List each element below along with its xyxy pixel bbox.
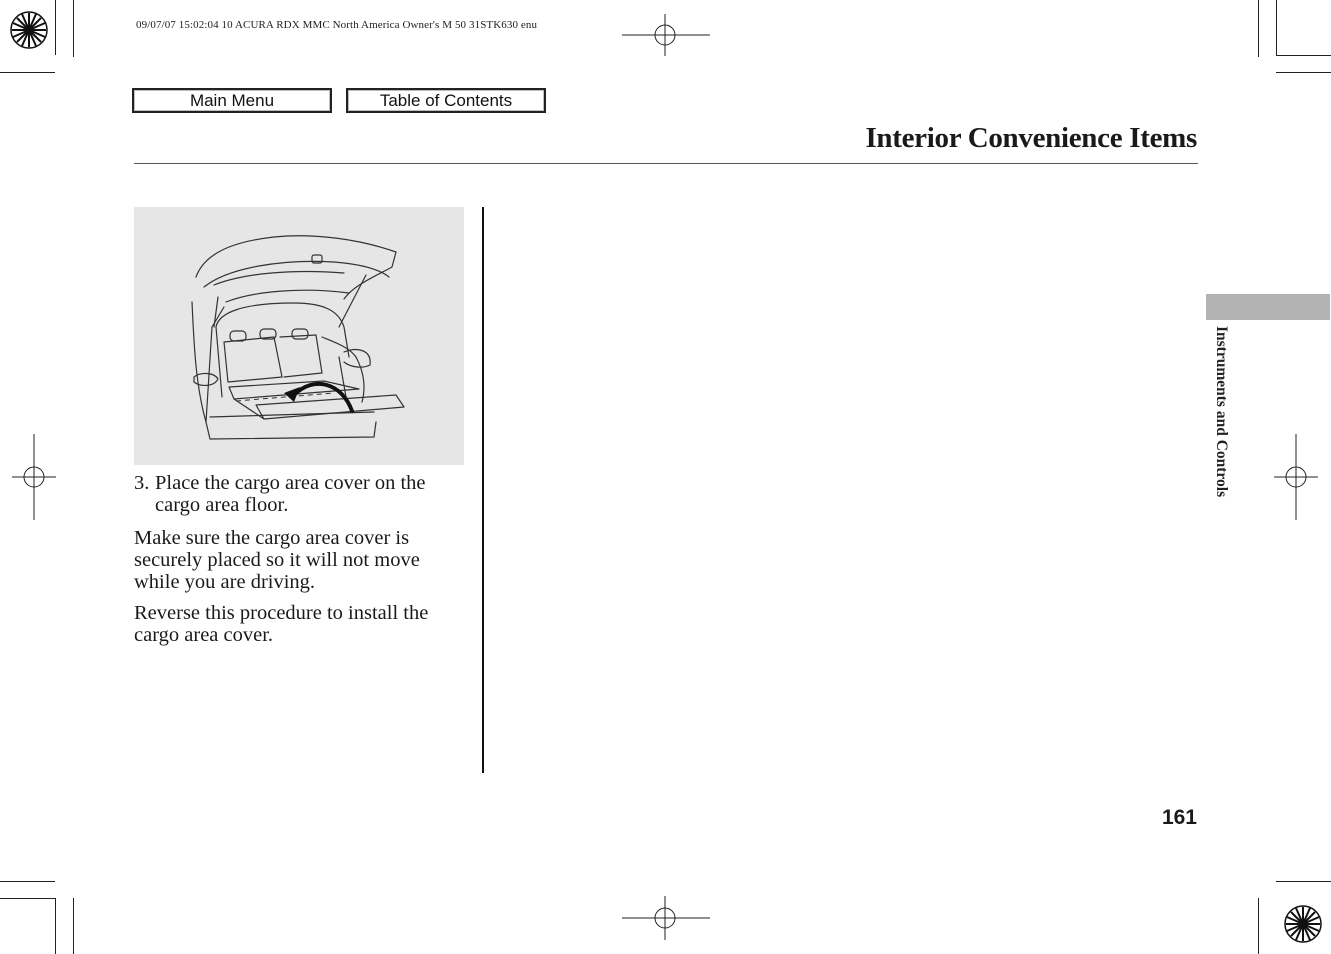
crosshair-icon: [622, 884, 710, 954]
paragraph-reverse-procedure: Reverse this procedure to install the cargo area cover.: [134, 602, 429, 646]
print-info: 09/07/07 15:02:04 10 ACURA RDX MMC North America Owner's M 50 31STK630 enu: [136, 19, 538, 31]
registration-target-icon: [1272, 894, 1331, 954]
main-menu-label: Main Menu: [134, 90, 330, 111]
page-number: 161: [1161, 806, 1197, 829]
step-text: Place the cargo area cover on the cargo area floor.: [155, 472, 426, 516]
registration-target-icon: [0, 0, 60, 60]
vehicle-cargo-icon: [134, 207, 464, 465]
crosshair-icon: [622, 0, 710, 70]
crosshair-icon: [1274, 434, 1318, 520]
table-of-contents-label: Table of Contents: [348, 90, 544, 111]
table-of-contents-button[interactable]: [346, 88, 546, 113]
cargo-area-illustration: [134, 207, 464, 465]
main-menu-button[interactable]: [132, 88, 332, 113]
paragraph-secure-cover: Make sure the cargo area cover is securely placed so it will not move while you are driving.: [134, 527, 420, 593]
crosshair-icon: [12, 434, 56, 520]
section-label: Instruments and Controls: [1213, 326, 1230, 498]
title-divider: [134, 163, 1198, 164]
column-divider: [482, 207, 484, 773]
instruction-step: [134, 472, 464, 516]
section-tab: [1206, 294, 1330, 320]
page-title: Interior Convenience Items: [865, 122, 1197, 154]
step-number: 3.: [134, 472, 150, 494]
